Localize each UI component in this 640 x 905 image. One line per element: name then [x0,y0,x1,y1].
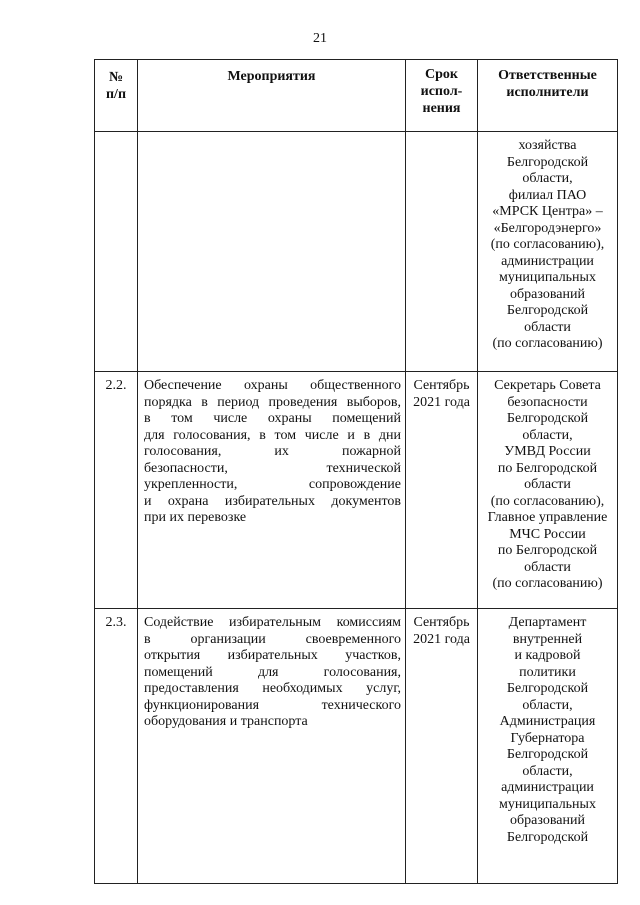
row-number-cell [95,132,138,372]
activity-line: при их перевозке [144,510,247,525]
activity-line: предоставления необходимых услуг, [144,681,401,696]
activity-line: безопасности, технической [144,460,401,476]
responsible-line: области, [522,763,573,779]
responsible-line: «Белгородэнерго» [493,220,602,236]
activity-cell [138,372,406,609]
activity-line: для голосования, в том числе и в дни [144,427,401,443]
term-line: Сентябрь [413,615,470,630]
activity-line: открытия избирательных участков, [144,648,401,663]
responsible-line: политики [519,664,576,680]
responsible-line: Администрация [499,714,596,729]
responsible-line: «МРСК Центра» – [492,204,603,219]
responsible-cell [478,132,618,372]
page-number: 21 [313,31,327,46]
responsible-line: Белгородской [506,747,589,762]
row-number-cell: 2.3. [95,609,138,884]
responsible-line: администрации [501,780,594,795]
activity-line: голосования, их пожарной [144,444,401,459]
term-line: 2021 года [413,631,470,647]
responsible-line: области [524,319,571,335]
responsible-line: Белгородской [506,681,589,696]
header-term-line: Срок [425,67,458,82]
responsible-line: внутренней [512,631,583,647]
term-cell [406,372,478,609]
responsible-line: администрации [501,253,594,269]
responsible-line: Белгородской [506,303,589,318]
responsible-line: и кадровой [514,648,581,663]
responsible-line: безопасности [507,394,588,410]
responsible-line: Белгородской [506,154,589,170]
activity-line: помещений для голосования, [144,664,401,680]
term-line: Сентябрь [413,378,470,393]
responsible-line: (по согласованию), [490,493,605,509]
activity-line: порядка в период проведения выборов, [144,394,401,410]
responsible-line: (по согласованию) [492,576,603,591]
table-header-row [95,60,618,132]
term-cell [406,609,478,884]
activity-cell [138,609,406,884]
header-activity: Мероприятия [138,60,406,132]
responsible-line: образований [510,286,585,302]
table-row [95,132,618,372]
header-number-line: п/п [105,87,127,102]
header-responsible-line: исполнители [506,85,589,100]
term-cell [406,132,478,372]
responsible-cell [478,372,618,609]
activity-line: функционирования технического [144,697,401,713]
responsible-line: области [524,477,571,492]
responsible-line: Департамент [508,615,587,630]
header-term-line: испол- [420,84,463,99]
responsible-line: Секретарь Совета [494,378,601,393]
header-number [95,60,138,132]
responsible-line: (по согласованию), [490,237,605,252]
responsible-line: филиал ПАО [508,187,587,203]
activity-line: и охрана избирательных документов [144,493,401,509]
responsible-line: области [524,559,571,575]
responsible-line: области, [522,697,573,713]
activity-cell [138,132,406,372]
responsible-line: Белгородской [506,829,589,845]
responsible-line: (по согласованию) [492,336,603,351]
term-line: 2021 года [413,394,470,410]
activity-line: в организации своевременного [144,631,401,647]
responsible-line: Губернатора [510,730,585,746]
table-row [95,372,618,609]
header-number-line: № [108,70,124,85]
responsible-line: образований [510,813,585,828]
responsible-line: УМВД России [504,444,591,459]
activity-line: Обеспечение охраны общественного [144,378,401,393]
responsible-line: области, [522,427,573,443]
activities-table [94,59,618,884]
header-term-line: нения [422,101,461,116]
activity-line: укрепленности, сопровождение [144,477,401,492]
header-term [406,60,478,132]
responsible-line: по Белгородской [497,460,598,476]
activity-line: в том числе охраны помещений [144,411,401,426]
responsible-cell [478,609,618,884]
row-number-cell: 2.2. [95,372,138,609]
responsible-line: муниципальных [499,270,596,285]
responsible-line: муниципальных [499,796,596,812]
responsible-line: Белгородской [506,411,589,426]
responsible-line: МЧС России [509,526,586,542]
responsible-line: по Белгородской [497,543,598,558]
responsible-line: Главное управление [487,510,608,525]
responsible-line: хозяйства [518,138,577,153]
header-responsible-line: Ответственные [498,68,597,83]
activity-line: Содействие избирательным комиссиям [144,615,401,630]
responsible-line: области, [522,171,573,186]
activity-line: оборудования и транспорта [144,714,308,729]
table-row [95,609,618,884]
header-responsible [478,60,618,132]
